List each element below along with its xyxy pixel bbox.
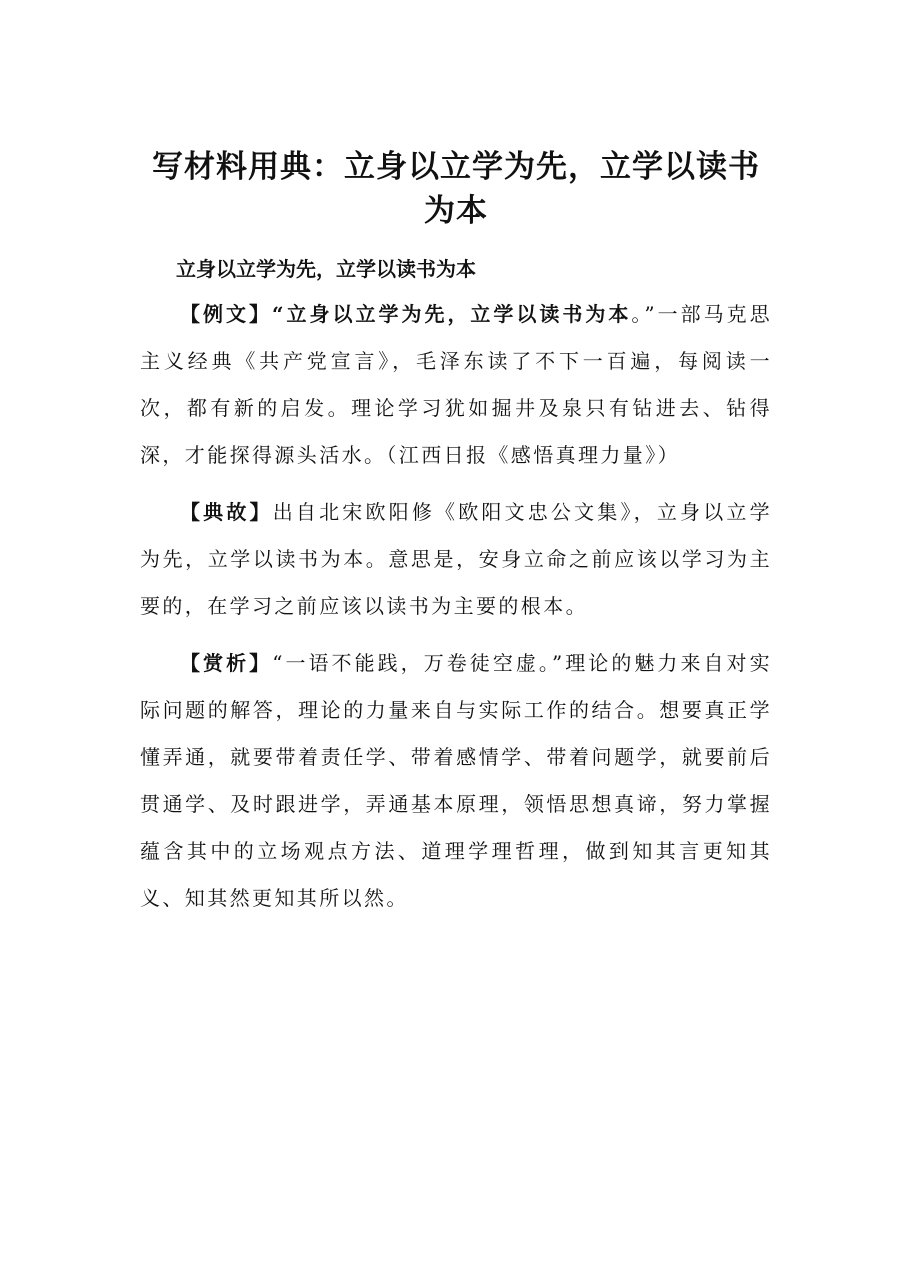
example-quote: “立身以立学为先，立学以读书为本: [271, 302, 632, 326]
example-tag: 【例文】: [180, 302, 272, 326]
origin-tag: 【典故】: [180, 500, 273, 524]
example-body: 。”一部马克思主义经典《共产党宣言》，毛泽东读了不下一百遍，每阅读一次，都有新的启发。理论学习犹如掘井及泉只有钻进去、钻得深，才能探得源头活水。（江西日报《感悟真理力量》）: [140, 302, 772, 467]
origin-body: 出自北宋欧阳修《欧阳文忠公文集》，立身以立学为先，立学以读书为本。意思是，安身立命之前应该以学习为主要的，在学习之前应该以读书为主要的根本。: [140, 500, 772, 618]
analysis-body: “一语不能践，万卷徒空虚。”理论的魅力来自对实际问题的解答，理论的力量来自与实际工作的结合。想要真正学懂弄通，就要带着责任学、带着感情学、带着问题学，就要前后贯通学、及时跟进学，弄通基本原理，领悟思想真谛，努力掌握蕴含其中的立场观点方法、道理学理哲理，做到知其言更知其义、知其然更知其所以然。: [140, 651, 772, 910]
analysis-tag: 【赏析】: [180, 651, 273, 675]
example-paragraph: [140, 291, 772, 479]
analysis-paragraph: [140, 640, 772, 922]
document-title: 写材料用典：立身以立学为先，立学以读书为本: [152, 149, 760, 229]
document-content: [140, 145, 772, 922]
origin-paragraph: [140, 489, 772, 630]
document-subtitle: 立身以立学为先，立学以读书为本: [176, 257, 476, 281]
